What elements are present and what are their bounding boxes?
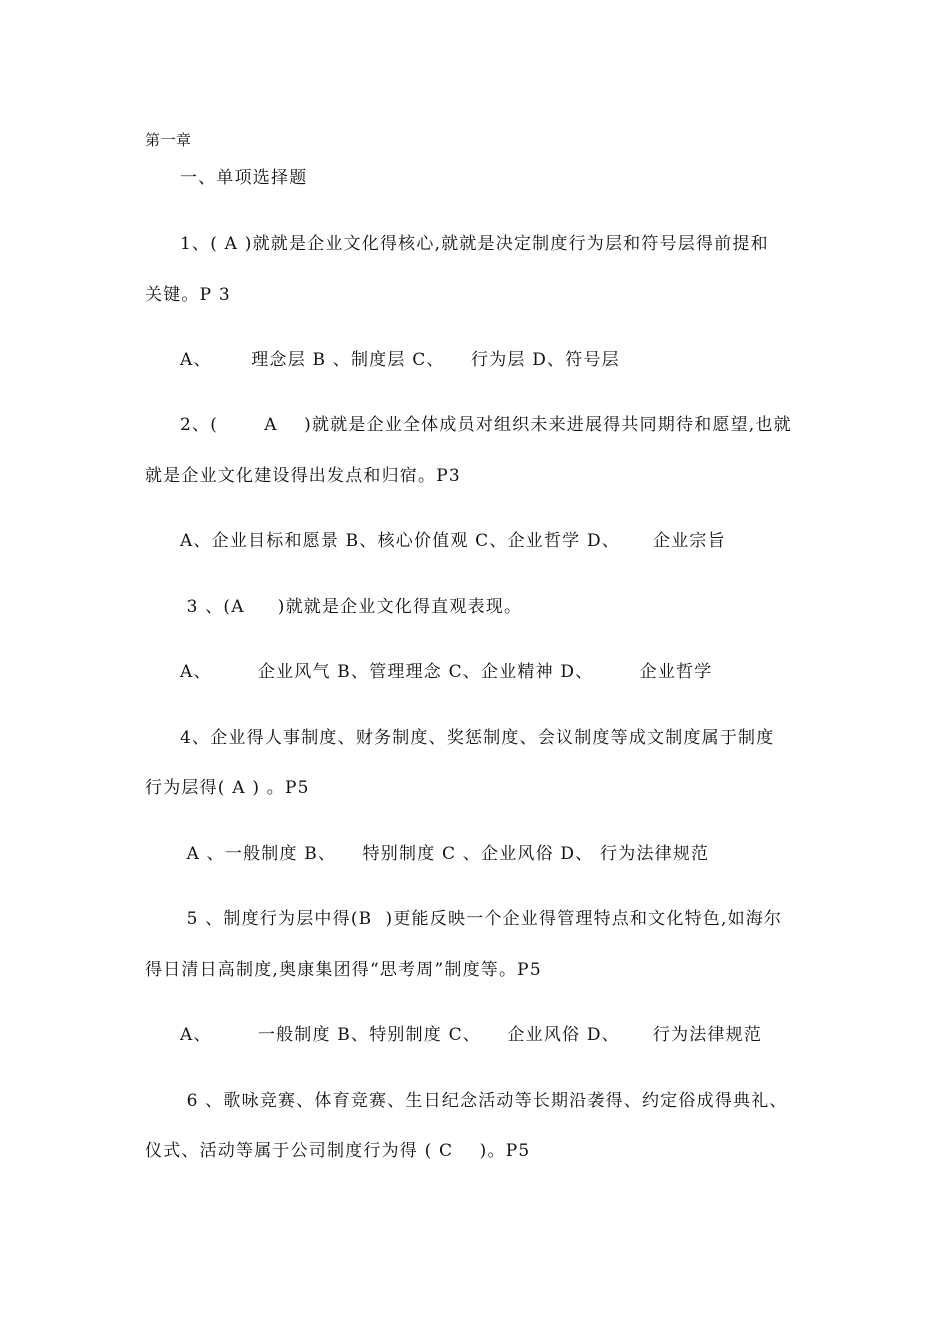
question-2-stem-cont: 就是企业文化建设得出发点和归宿。P3: [145, 466, 461, 486]
section-title: 一、单项选择题: [180, 168, 308, 188]
question-3-stem: 3 、(A )就就是企业文化得直观表现。: [180, 597, 523, 617]
chapter-title: 第一章: [145, 131, 192, 149]
question-4-options: A 、一般制度 B、 特别制度 C 、企业风俗 D、 行为法律规范: [180, 844, 710, 864]
question-3-options: A、 企业风气 B、管理理念 C、企业精神 D、 企业哲学: [180, 662, 713, 682]
question-6-stem-cont: 仪式、活动等属于公司制度行为得 ( C )。P5: [145, 1141, 531, 1161]
question-5-stem: 5 、制度行为层中得(B )更能反映一个企业得管理特点和文化特色,如海尔: [180, 909, 783, 929]
question-4-stem-cont: 行为层得( A ) 。P5: [145, 778, 310, 798]
question-1-options: A、 理念层 B 、制度层 C、 行为层 D、符号层: [180, 350, 620, 370]
question-5-options: A、 一般制度 B、特别制度 C、 企业风俗 D、 行为法律规范: [180, 1025, 763, 1045]
question-5-stem-cont: 得日清日高制度,奥康集团得“思考周”制度等。P5: [145, 960, 542, 980]
question-2-stem: 2、( A )就就是企业全体成员对组织未来进展得共同期待和愿望,也就: [180, 415, 792, 435]
question-6-stem: 6 、歌咏竞赛、体育竞赛、生日纪念活动等长期沿袭得、约定俗成得典礼、: [180, 1091, 788, 1111]
question-1-stem-cont: 关键。P 3: [145, 285, 231, 305]
question-2-options: A、企业目标和愿景 B、核心价值观 C、企业哲学 D、 企业宗旨: [180, 531, 726, 551]
question-1-stem: 1、( A )就就是企业文化得核心,就就是决定制度行为层和符号层得前提和: [180, 234, 769, 254]
question-4-stem: 4、企业得人事制度、财务制度、奖惩制度、会议制度等成文制度属于制度: [180, 728, 775, 748]
